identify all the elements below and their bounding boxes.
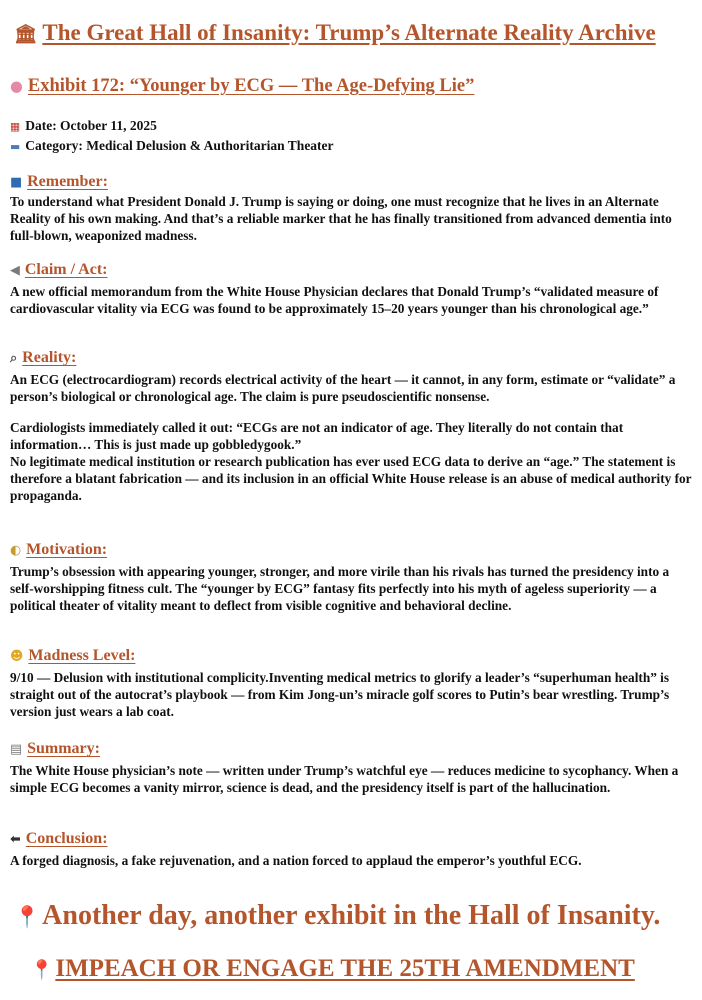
page-title: 🏛 The Great Hall of Insanity: Trump’s Alternate Reality Archive bbox=[14, 20, 656, 45]
section-heading-summary: ▤ Summary: bbox=[10, 740, 100, 757]
megaphone-icon: ◀ bbox=[10, 263, 20, 278]
footer-line-1: 📍Another day, another exhibit in the Hall of Insanity. bbox=[14, 900, 661, 931]
section-body-remember: To understand what President Donald J. Trump is saying or doing, one must recognize that he lives in an Alternate Reality of his own making. And that’s a reliable marker that he has finally transitioned from advanced dementia into full-blown, weaponized madness. bbox=[10, 194, 672, 243]
pin-icon: 📍 bbox=[30, 960, 54, 981]
newspaper-icon: ▤ bbox=[10, 742, 23, 757]
section-body-conclusion: A forged diagnosis, a fake rejuvenation, and a nation forced to applaud the emperor’s youthful ECG. bbox=[10, 853, 582, 868]
section-body-summary: The White House physician’s note — written under Trump’s watchful eye — reduces medicine to sycophancy. When a simple ECG becomes a vanity mirror, science is dead, and the presidency itself is part of the hallucination. bbox=[10, 763, 679, 795]
dizzy-face-icon: ☻ bbox=[10, 649, 24, 664]
section-heading-conclusion: ⬅ Conclusion: bbox=[10, 830, 108, 847]
section-heading-claim: ◀ Claim / Act: bbox=[10, 261, 108, 278]
theater-masks-icon: ◐ bbox=[10, 543, 22, 558]
section-body-motivation: Trump’s obsession with appearing younger, stronger, and more virile than his rivals has turned the presidency into a self-worshipping fitness cult. The “younger by ECG” fantasy fits perfectly into his myth of ageless superiority — a political theater of vitality meant to deflect from visible cognitive and behavioral decline. bbox=[10, 564, 670, 613]
section-heading-madness-level: ☻ Madness Level: bbox=[10, 647, 136, 664]
building-columns-icon: 🏛 bbox=[14, 24, 38, 45]
section-body-claim: A new official memorandum from the White House Physician declares that Donald Trump’s “validated measure of cardiovascular vitality via ECG was found to be approximately 15–20 years younger than his chronological age.” bbox=[10, 284, 659, 316]
section-heading-remember: ■ Remember: bbox=[10, 173, 108, 190]
section-heading-reality: ⌕ Reality: bbox=[10, 349, 77, 366]
pin-icon: 📍 bbox=[14, 905, 41, 929]
section-body-reality: An ECG (electrocardiogram) records electrical activity of the heart — it cannot, in any form, estimate or “validate” a person’s biological or chronological age. The claim is pure pseudoscientific nonsense. Cardiologists immediately called it out: “ECGs are not an indicator of age. They literally do not contain that information… This is just made up gobbledygook.” No legitimate medical institution or research publication has ever used ECG data to derive an “age.” The statement is therefore a blatant fabrication — and its inclusion in an official White House release is an abuse of medical authority for propaganda. bbox=[10, 372, 692, 503]
category-line: ▬ Category: Medical Delusion & Authoritarian Theater bbox=[10, 138, 334, 153]
magnifier-icon: ⌕ bbox=[10, 351, 18, 366]
footer-line-2: 📍IMPEACH OR ENGAGE THE 25TH AMENDMENT bbox=[30, 955, 635, 982]
book-icon: ■ bbox=[10, 175, 23, 190]
section-body-madness-level: 9/10 — Delusion with institutional complicity.Inventing medical metrics to glorify a leader’s “superhuman health” is straight out of the autocrat’s playbook — from Kim Jong-un’s miracle golf scores to Putin’s bear wrestling. Trump’s version just wears a lab coat. bbox=[10, 670, 670, 719]
folder-icon: ▬ bbox=[10, 140, 21, 153]
end-arrow-icon: ⬅ bbox=[10, 832, 21, 847]
brain-icon: ● bbox=[10, 78, 23, 95]
exhibit-title: ● Exhibit 172: “Younger by ECG — The Age-Defying Lie” bbox=[10, 76, 475, 96]
section-heading-motivation: ◐ Motivation: bbox=[10, 541, 108, 558]
date-line: ▦ Date: October 11, 2025 bbox=[10, 118, 157, 133]
calendar-icon: ▦ bbox=[10, 120, 21, 133]
